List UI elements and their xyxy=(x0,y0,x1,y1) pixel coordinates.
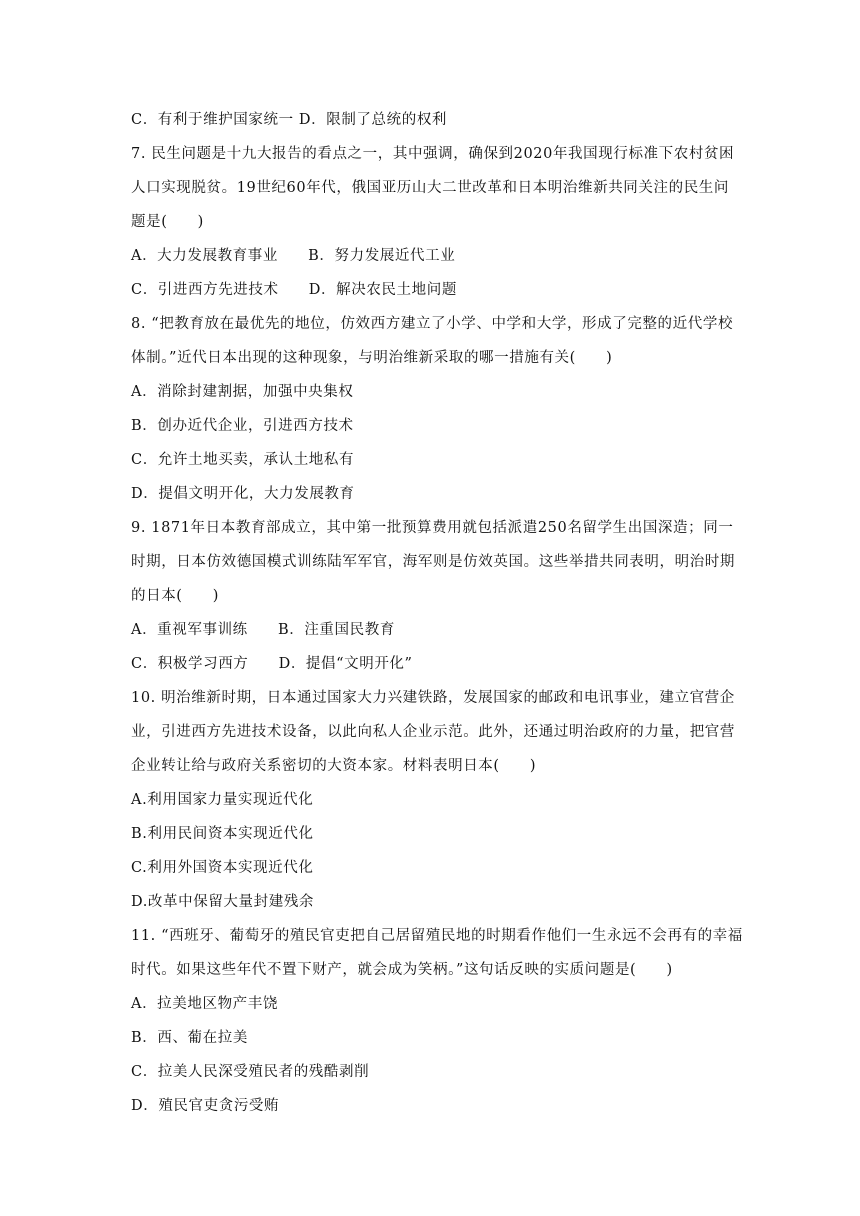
q9-option-cd: C．积极学习西方 D．提倡“文明开化” xyxy=(131,656,413,672)
q9-stem-line-1: 9. 1871年日本教育部成立，其中第一批预算费用就包括派遣250名留学生出国深造；同一 xyxy=(131,520,734,536)
q10-option-b: B.利用民间资本实现近代化 xyxy=(131,826,314,842)
q6-option-cd: C．有利于维护国家统一 D．限制了总统的权利 xyxy=(131,112,448,128)
q11-stem-line-1: 11. “西班牙、葡萄牙的殖民官吏把自己居留殖民地的时期看作他们一生永远不会再有的幸福 xyxy=(131,928,743,944)
q10-stem-line-2: 业，引进西方先进技术设备，以此向私人企业示范。此外，还通过明治政府的力量，把官营 xyxy=(131,724,735,740)
q8-option-d: D．提倡文明开化，大力发展教育 xyxy=(131,486,355,502)
q7-option-ab: A．大力发展教育事业 B．努力发展近代工业 xyxy=(131,248,456,264)
q7-option-cd: C．引进西方先进技术 D．解决农民土地问题 xyxy=(131,282,457,298)
q8-option-b: B．创办近代企业，引进西方技术 xyxy=(131,418,354,434)
q9-stem-line-3: 的日本( ) xyxy=(131,588,220,604)
q8-stem-line-2: 体制。”近代日本出现的这种现象，与明治维新采取的哪一措施有关( ) xyxy=(131,350,613,366)
q10-option-d: D.改革中保留大量封建残余 xyxy=(131,894,315,910)
q8-stem-line-1: 8. “把教育放在最优先的地位，仿效西方建立了小学、中学和大学，形成了完整的近代学校 xyxy=(131,316,734,332)
q9-option-ab: A．重视军事训练 B．注重国民教育 xyxy=(131,622,395,638)
q11-option-b: B．西、葡在拉美 xyxy=(131,1030,248,1046)
q7-stem-line-2: 人口实现脱贫。19世纪60年代，俄国亚历山大二世改革和日本明治维新共同关注的民生问 xyxy=(131,180,729,196)
q9-stem-line-2: 时期，日本仿效德国模式训练陆军军官，海军则是仿效英国。这些举措共同表明，明治时期 xyxy=(131,554,735,570)
q7-stem-line-3: 题是( ) xyxy=(131,214,204,230)
q7-stem-line-1: 7. 民生问题是十九大报告的看点之一，其中强调，确保到2020年我国现行标准下农村贫困 xyxy=(131,146,735,162)
q10-option-a: A.利用国家力量实现近代化 xyxy=(131,792,314,808)
q10-option-c: C.利用外国资本实现近代化 xyxy=(131,860,314,876)
q11-option-c: C．拉美人民深受殖民者的残酷剥削 xyxy=(131,1064,370,1080)
q11-stem-line-2: 时代。如果这些年代不置下财产，就会成为笑柄。”这句话反映的实质问题是( ) xyxy=(131,962,673,978)
q10-stem-line-1: 10. 明治维新时期，日本通过国家大力兴建铁路，发展国家的邮政和电讯事业，建立官营企 xyxy=(131,690,735,706)
q11-option-d: D．殖民官吏贪污受贿 xyxy=(131,1098,280,1114)
q8-option-c: C．允许土地买卖，承认土地私有 xyxy=(131,452,355,468)
q8-option-a: A．消除封建割据，加强中央集权 xyxy=(131,384,354,400)
q10-stem-line-3: 企业转让给与政府关系密切的大资本家。材料表明日本( ) xyxy=(131,758,537,774)
q11-option-a: A．拉美地区物产丰饶 xyxy=(131,996,278,1012)
